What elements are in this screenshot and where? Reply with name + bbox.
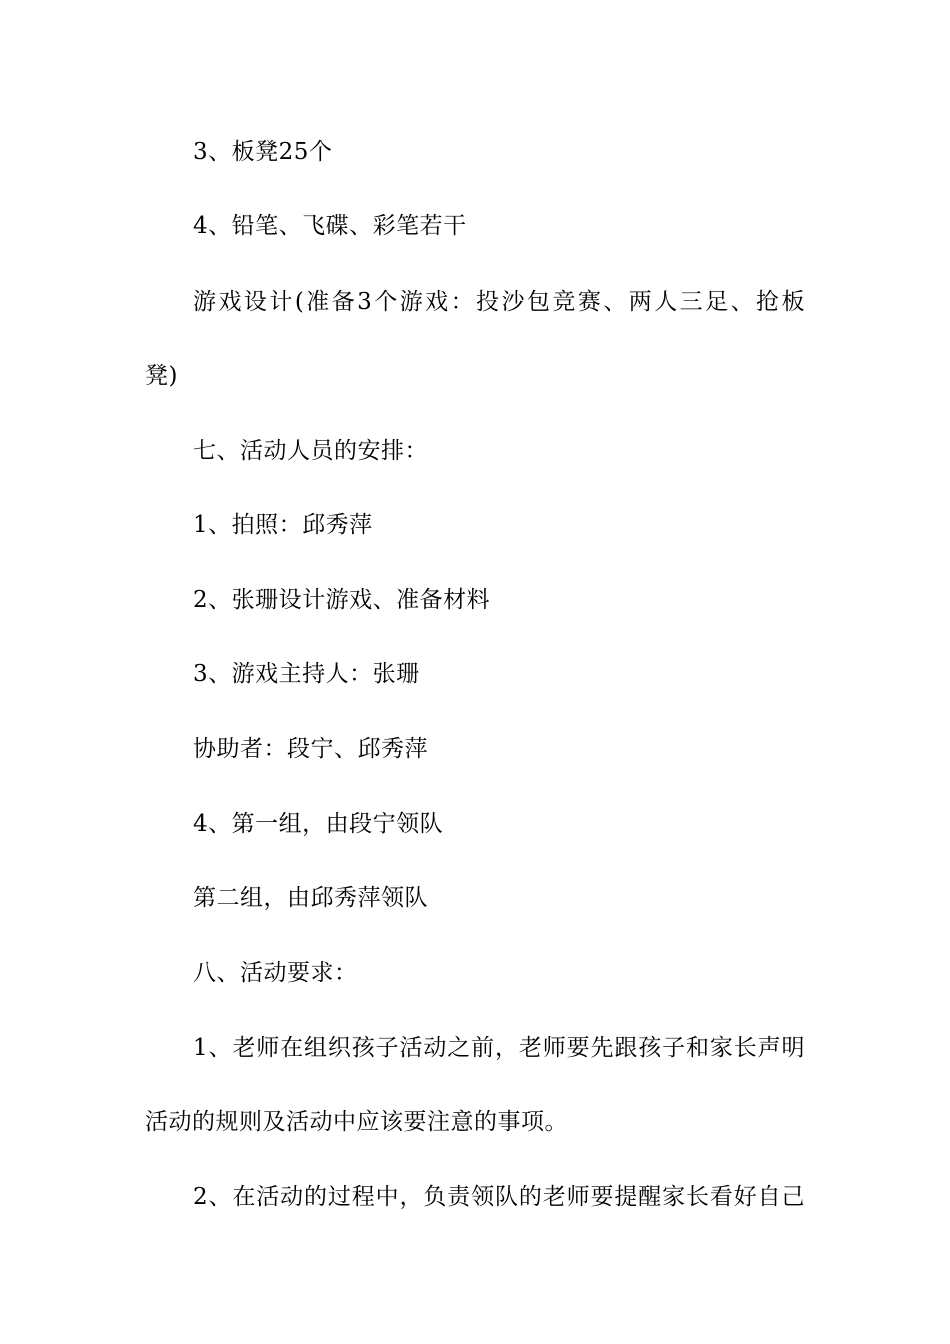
section-heading: 八、活动要求： — [193, 960, 358, 986]
paragraph-line: 4、铅笔、飞碟、彩笔若干 — [193, 213, 467, 239]
paragraph-line: 1、老师在组织孩子活动之前，老师要先跟孩子和家长声明 — [193, 1035, 805, 1061]
paragraph-line: 3、游戏主持人：张珊 — [193, 661, 420, 687]
paragraph-line: 第二组，由邱秀萍领队 — [193, 885, 428, 911]
section-heading: 七、活动人员的安排： — [193, 438, 428, 464]
paragraph-line: 2、在活动的过程中，负责领队的老师要提醒家长看好自己 — [193, 1184, 805, 1210]
paragraph-line: 凳) — [145, 363, 178, 389]
paragraph-line: 1、拍照：邱秀萍 — [193, 512, 373, 538]
paragraph-line: 游戏设计(准备3个游戏：投沙包竞赛、两人三足、抢板 — [193, 289, 805, 315]
paragraph-line: 4、第一组，由段宁领队 — [193, 811, 444, 837]
paragraph-line: 3、板凳25个 — [193, 139, 333, 165]
paragraph-line: 2、张珊设计游戏、准备材料 — [193, 587, 491, 613]
paragraph-line: 活动的规则及活动中应该要注意的事项。 — [145, 1109, 568, 1135]
paragraph-line: 协助者：段宁、邱秀萍 — [193, 736, 428, 762]
